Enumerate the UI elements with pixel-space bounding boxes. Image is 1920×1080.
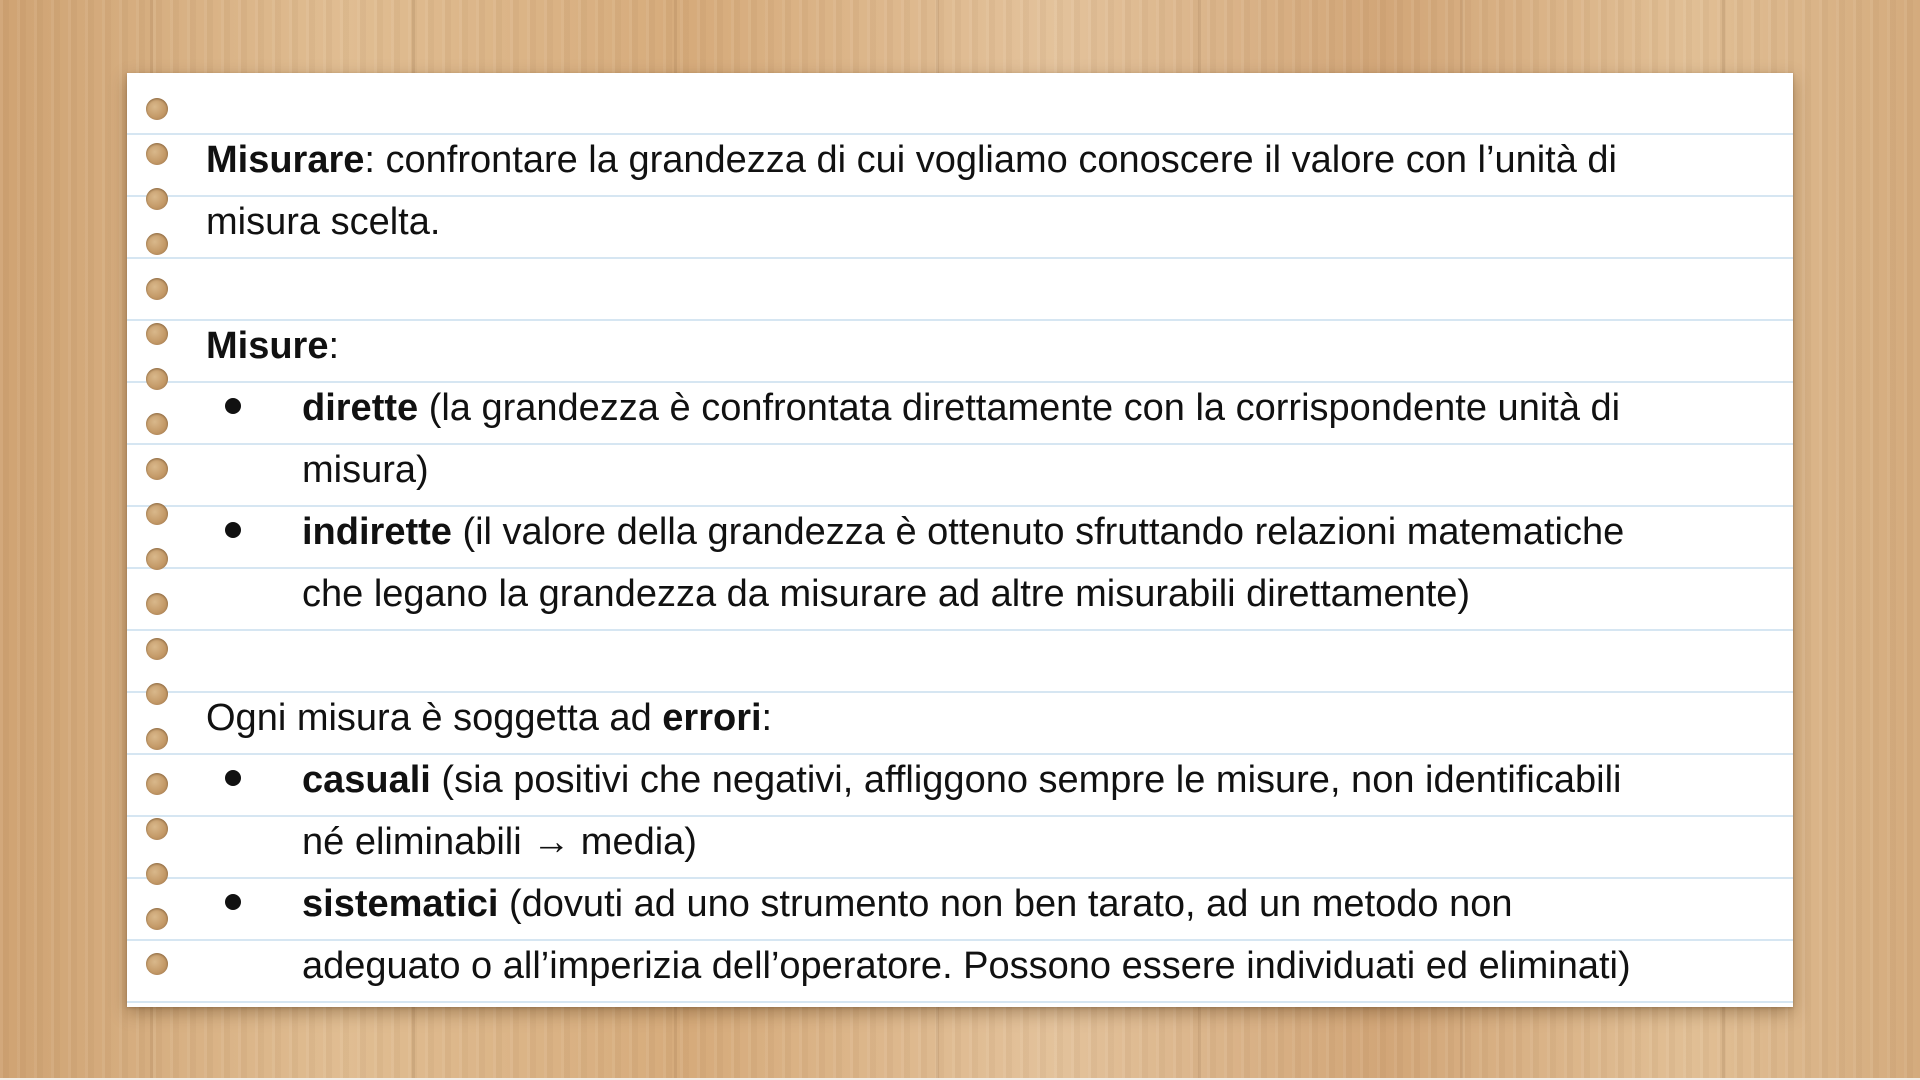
- bullet-icon: [225, 894, 241, 910]
- binder-hole: [146, 278, 168, 300]
- binder-hole: [146, 773, 168, 795]
- definition-term: Misurare: [206, 139, 365, 181]
- binder-hole: [146, 683, 168, 705]
- binder-hole: [146, 413, 168, 435]
- binder-hole: [146, 368, 168, 390]
- binder-hole: [146, 818, 168, 840]
- measure-item-direct-line-1: [302, 377, 1620, 439]
- definition-text: : confrontare la grandezza di cui vogliamo conoscere il valore con l’unità di: [364, 139, 1617, 181]
- notebook-page: [127, 73, 1793, 1007]
- binder-holes: [127, 73, 187, 1007]
- binder-hole: [146, 503, 168, 525]
- error-item-term: casuali: [302, 759, 431, 801]
- measure-item-term: indirette: [302, 511, 452, 553]
- binder-hole: [146, 908, 168, 930]
- measure-item-direct-line-2: misura): [302, 449, 429, 491]
- error-item-systematic-line-1: [302, 873, 1513, 935]
- bullet-icon: [225, 398, 241, 414]
- measure-item-term: dirette: [302, 387, 419, 429]
- binder-hole: [146, 233, 168, 255]
- binder-hole: [146, 863, 168, 885]
- errors-intro-prefix: Ogni misura è soggetta ad: [206, 697, 663, 739]
- binder-hole: [146, 458, 168, 480]
- binder-hole: [146, 98, 168, 120]
- error-item-term: sistematici: [302, 883, 499, 925]
- bullet-icon: [225, 522, 241, 538]
- binder-hole: [146, 728, 168, 750]
- bullet-icon: [225, 770, 241, 786]
- measure-item-indirect-line-2: che legano la grandezza da misurare ad altre misurabili direttamente): [302, 573, 1471, 615]
- binder-hole: [146, 188, 168, 210]
- errors-intro: [206, 687, 772, 749]
- error-item-random-line-2: né eliminabili → media): [302, 821, 697, 863]
- error-item-systematic-line-2: adeguato o all’imperizia dell’operatore. Possono essere individuati ed eliminati): [302, 945, 1631, 987]
- error-item-text: (sia positivi che negativi, affliggono sempre le misure, non identificabili: [430, 759, 1622, 801]
- errors-intro-suffix: :: [761, 697, 773, 739]
- definition-line-2: misura scelta.: [206, 201, 441, 243]
- binder-hole: [146, 953, 168, 975]
- measure-item-text: (la grandezza è confrontata direttamente con la corrispondente unità di: [418, 387, 1621, 429]
- measures-heading-colon: :: [328, 325, 340, 367]
- binder-hole: [146, 548, 168, 570]
- definition-line-1: [206, 129, 1617, 191]
- binder-hole: [146, 323, 168, 345]
- binder-hole: [146, 638, 168, 660]
- measure-item-indirect-line-1: [302, 501, 1624, 563]
- measures-heading: [206, 315, 339, 377]
- error-item-random-line-1: [302, 749, 1621, 811]
- measures-heading-term: Misure: [206, 325, 329, 367]
- measure-item-text: (il valore della grandezza è ottenuto sfruttando relazioni matematiche: [451, 511, 1625, 553]
- errors-intro-term: errori: [662, 697, 762, 739]
- binder-hole: [146, 143, 168, 165]
- binder-hole: [146, 593, 168, 615]
- error-item-text: (dovuti ad uno strumento non ben tarato, ad un metodo non: [498, 883, 1513, 925]
